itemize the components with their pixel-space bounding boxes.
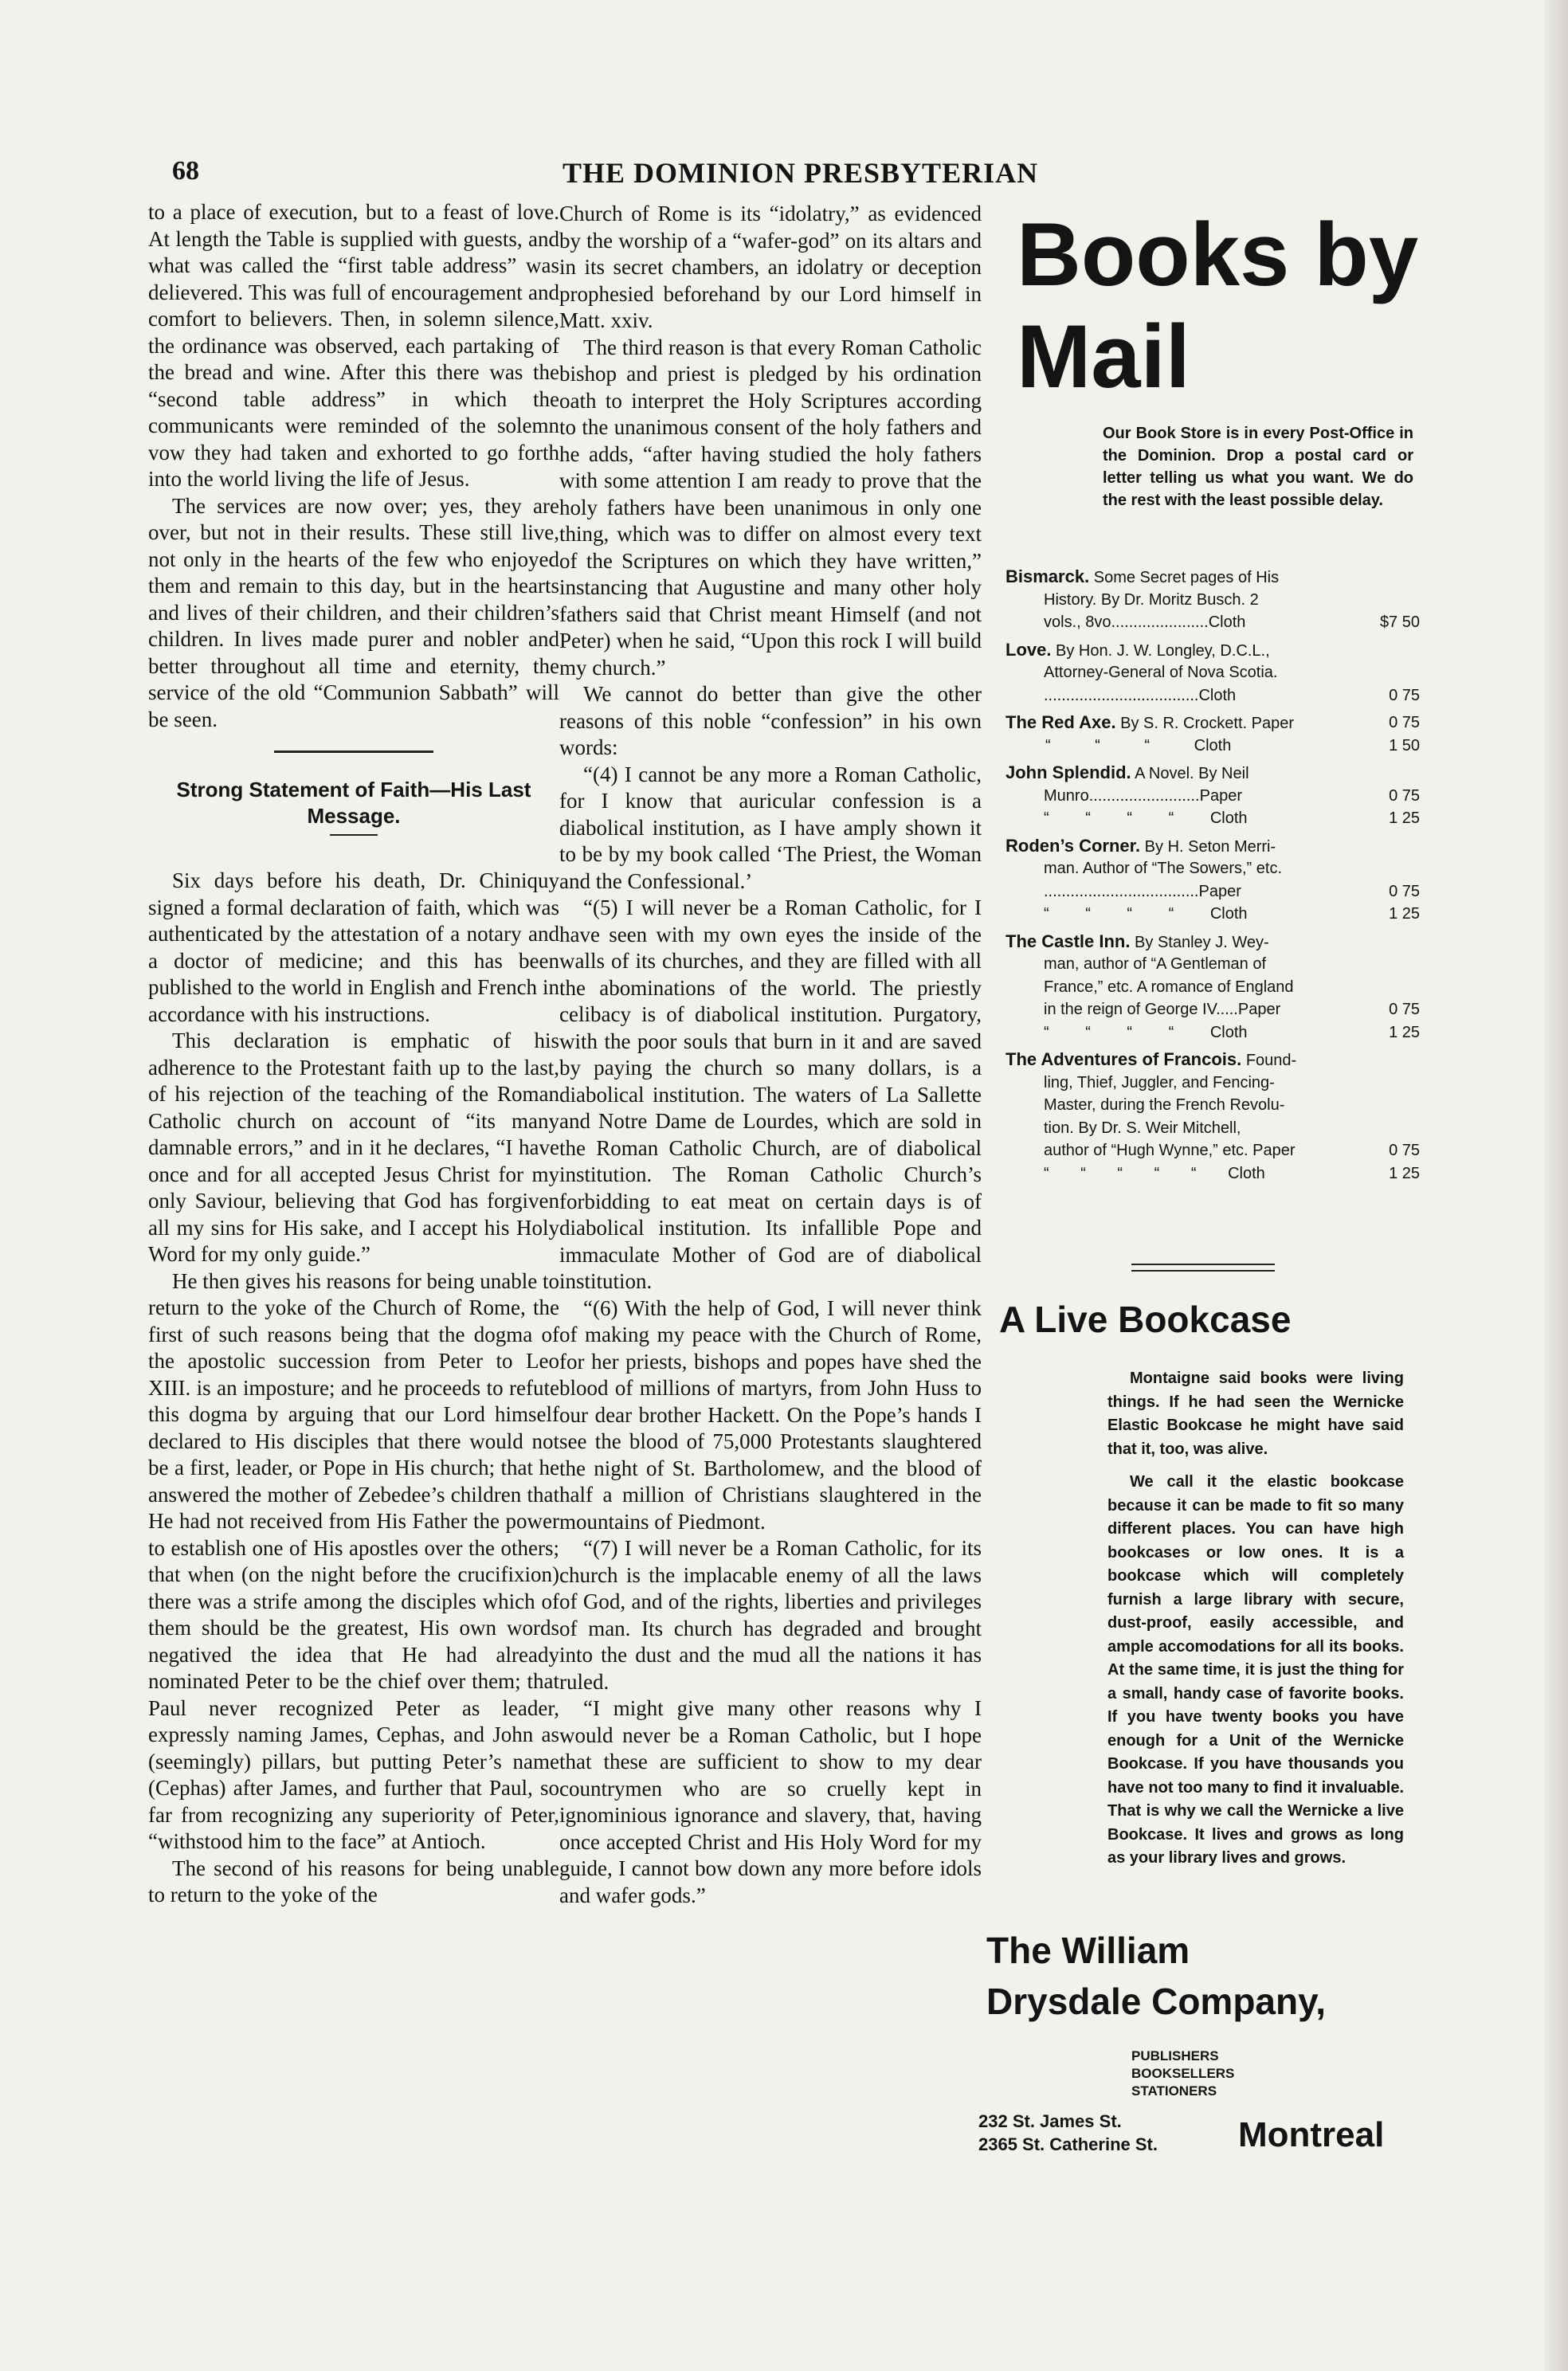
book-desc: ...................................Cloth [1044,686,1237,704]
paragraph: “(7) I will never be a Roman Catholic, for its church is the implacable enemy of all the laws of God, and of the rights, liberties and privileges of man. Its church has degraded and brought into the dust and the mud all the nations it has ruled. [559,1536,982,1694]
book-desc: History. By Dr. Moritz Busch. 2 [1044,590,1259,609]
book-desc: tion. By Dr. S. Weir Mitchell, [1044,1119,1241,1137]
book-price: 1 25 [1389,809,1420,827]
books-title-line-1: Books by [1017,205,1419,304]
book-price: 0 75 [1389,786,1420,805]
page-header [172,156,1039,196]
book-price: 0 75 [1389,686,1420,704]
book-desc: France,” etc. A romance of England [1044,978,1294,996]
paragraph: He then gives his reasons for being unable to return to the yoke of the Church of Rome, the first of such reasons being that the dogma of the apostolic succession from Peter to Leo XIII. is an imposture; and he proceeds to refute this dogma by arguing that our Lord himself declared to His disciples that there would not be a first, leader, or Pope in His church; that he answered the mother of Zebedee’s children that He had not received from His Father the power to establish one of His apostles over the others; that when (on the night before the crucifixion) there was a strife among the disciples which of them should be the greatest, His own words negatived the idea that He had already nominated Peter to be the chief over them; that Paul never recognized Peter as leader, expressly naming James, Cephas, and John as (seemingly) pillars, but putting Peter’s name (Cephas) after James, and further that Paul, so far from recognizing any superiority of Peter, “withstood him to the face” at Antioch. [148,1268,559,1853]
book-price: 1 25 [1389,905,1420,923]
book-entry-adventures-of-francois [1005,1048,1420,1185]
section-heading-line-1: Strong Statement of Faith—His Last [176,778,531,801]
paragraph: “(5) I will never be a Roman Catholic, for I have seen with my own eyes the inside of the walls of its churches, and they are filled with all the abominations of the world. The priestly celibacy is of diabolical institution. Purgatory, with the poor souls that burn in it and are saved by paying the church so many dollars, is a diabolical institution. The waters of La Sallette and Notre Dame de Lourdes, which are sold in the Roman Catholic Church, are of diabolical institution. The Roman Catholic Church’s forbidding to eat meat on certain days is of diabolical institution. Its infallible Pope and immaculate Mother of God are of diabolical institution. [559,895,982,1293]
paragraph: Six days before his death, Dr. Chiniquy signed a formal declaration of faith, which was authenticated by the attestation of a notary and a doctor of medicine; and this has been published to the world in English and French in accordance with his instructions. [148,868,559,1026]
company-addresses [978,2110,1217,2156]
company-name-line-2: Drysdale Company, [986,1981,1327,2022]
book-title: The Castle Inn. [1005,931,1131,951]
running-title: THE DOMINION PRESBYTERIAN [563,157,1039,189]
paragraph: Church of Rome is its “idolatry,” as evidenced by the worship of a “wafer-god” on its altars and in its secret chambers, an idolatry or deception prophesied beforehand by our Lord himself in Matt. xxiv. [559,202,982,332]
book-desc: Attorney-General of Nova Scotia. [1044,664,1278,681]
section-heading [148,777,559,829]
book-entry-castle-inn [1005,931,1420,1044]
book-title: Love. [1005,639,1052,660]
book-title: The Adventures of Francois. [1005,1049,1242,1069]
address-line: 232 St. James St. [978,2111,1122,2131]
book-desc: vols., 8vo......................Cloth [1044,613,1246,631]
paragraph: “(4) I cannot be any more a Roman Catholic, for I know that auricular confession is a diabolical institution, as I have amply shown it to be by my book called ‘The Priest, the Woman and the Confessional.’ [559,762,982,893]
book-price: 0 75 [1389,714,1420,731]
book-desc: “ “ “ “ Cloth [1044,1023,1248,1041]
paragraph: The second of his reasons for being unable to return to the yoke of the [148,1856,559,1907]
live-bookcase-title: A Live Bookcase [999,1299,1292,1340]
book-entry-love [1005,639,1420,707]
book-price: 1 50 [1389,736,1420,754]
book-entry-bismarck [1005,566,1420,634]
book-desc: Some Secret pages of His [1093,569,1280,586]
books-title-line-2: Mail [1017,307,1190,406]
paragraph: The services are now over; yes, they are over, but not in their results. These still live, not only in the hearts of the few who enjoyed them and remain to this day, but in the hearts and lives of their children, and their children’s children. In lives made purer and nobler and better throughout all time and eternity, the service of the old “Communion Sabbath” will be seen. [148,493,559,731]
book-desc: By H. Seton Merri- [1144,837,1276,856]
book-desc: By S. R. Crockett. Paper [1120,715,1294,732]
book-title: Bismarck. [1005,566,1090,586]
book-entry-red-axe [1005,711,1420,757]
paragraph: Montaigne said books were living things. If he had seen the Wernicke Elastic Bookcase he might have said that it, too, was alive. [1107,1370,1404,1458]
book-desc: man. Author of “The Sowers,” etc. [1044,860,1283,877]
section-heading-line-2: Message. [307,804,401,828]
company-name [986,1925,1433,2027]
book-price: 1 25 [1389,1164,1420,1182]
book-price: 0 75 [1389,1001,1420,1018]
paragraph: “I might give many other reasons why I would never be a Roman Catholic, but I hope that these are sufficient to show to my dear countrymen who are so cruelly kept in ignominious ignorance and slavery, that, having once accepted Christ and His Holy Word for my guide, I cannot bow down any more before idols and wafer gods.” [559,1696,982,1907]
book-price: 1 25 [1389,1023,1420,1041]
book-desc: “ “ “ Cloth [1045,736,1232,754]
article-column-2 [559,201,982,1909]
trade-stationers: STATIONERS [1131,2083,1217,2099]
paragraph: We call it the elastic bookcase because it can be made to fit so many different places. You can have high bookcases or low ones. It is a bookcase which will completely furnish a large library with secure, dust-proof, easily accessible, and ample accomodations for all its books. At the same time, it is just the thing for a small, handy case of favorite books. If you have twenty books you have enough for a Unit of the Wernicke Bookcase. If you have thousands you have not too many to find it invaluable. That is why we call the Wernicke a live Bookcase. It lives and grows as long as your library lives and grows. [1107,1473,1404,1867]
book-desc: “ “ “ “ “ Cloth [1044,1164,1265,1182]
paragraph: The third reason is that every Roman Catholic bishop and priest is pledged by his ordination oath to interpret the Holy Scriptures according to the unanimous consent of the holy fathers and he adds, “after having studied the holy fathers with some attention I am ready to prove that the holy fathers have been unanimous in only one thing, which was to differ on almost every text of the Scriptures on which they have written,” instancing that Augustine and many other holy fathers said that Christ meant Himself (and not Peter) when he said, “Upon this rock I will build my church.” [559,335,982,680]
company-trades [1131,2048,1243,2100]
section-divider [274,750,433,753]
ad-divider [1131,1264,1275,1272]
trade-booksellers: BOOKSELLERS [1131,2066,1235,2081]
book-desc: “ “ “ “ Cloth [1044,905,1248,923]
book-price: 0 75 [1389,1142,1420,1159]
heading-underline [330,834,378,836]
paragraph: This declaration is emphatic of his adherence to the Protestant faith up to the last, of his rejection of the teaching of the Roman Catholic church on account of “its many damnable errors,” and in it he declares, “I have once and for all accepted Jesus Christ for my only Saviour, believing that God has forgiven all my sins for His sake, and I accept his Holy Word for my only guide.” [148,1029,559,1266]
book-desc: By Hon. J. W. Longley, D.C.L., [1056,641,1270,660]
page-edge-shadow [1544,0,1568,2371]
book-title: John Splendid. [1005,762,1131,782]
book-price: $7 50 [1379,613,1420,631]
live-bookcase-text [1107,1367,1404,1880]
book-list [1005,566,1420,1189]
book-desc: Found- [1245,1052,1297,1069]
address-line: 2365 St. Catherine St. [978,2134,1158,2154]
paragraph: to a place of execution, but to a feast of love. At length the Table is supplied with guests, and what was called the “first table address” was delievered. This was full of encouragement and comfort to believers. Then, in solemn silence, the ordinance was observed, each partaking of the bread and wine. After this there was the “second table address” in which the communicants were reminded of the solemn vow they had taken and exhorted to go forth into the world living the life of Jesus. [148,200,559,491]
books-by-mail-title [1017,204,1463,408]
book-price: 0 75 [1389,882,1420,900]
book-desc: ...................................Paper [1044,882,1241,900]
book-desc: By Stanley J. Wey- [1135,933,1269,951]
book-title: Roden’s Corner. [1005,835,1141,856]
book-desc: ling, Thief, Juggler, and Fencing- [1044,1073,1275,1091]
book-desc: author of “Hugh Wynne,” etc. Paper [1044,1142,1296,1159]
book-desc: man, author of “A Gentleman of [1044,955,1267,973]
books-intro: Our Book Store is in every Post-Office in the Dominion. Drop a postal card or letter telling us what you want. We do the rest with the least possible delay. [1103,425,1413,509]
book-title: The Red Axe. [1005,712,1116,732]
trade-publishers: PUBLISHERS [1131,2048,1219,2063]
article-column-1 [148,199,559,1909]
book-entry-john-splendid [1005,762,1420,830]
book-desc: A Novel. By Neil [1135,765,1249,782]
page-number: 68 [172,156,199,186]
company-name-line-1: The William [986,1930,1190,1971]
paragraph: We cannot do better than give the other reasons of this noble “confession” in his own words: [559,682,982,759]
book-entry-rodens-corner [1005,835,1420,926]
book-desc: Munro.........................Paper [1044,786,1242,805]
paragraph: “(6) With the help of God, I will never think of making my peace with the Church of Rome, for her priests, bishops and popes have shed the blood of millions of martyrs, from John Huss to our dear brother Hackett. On the Pope’s hands I see the blood of 75,000 Protestants slaughtered the night of St. Bartholomew, and the blood of half a million of Christians slaughtered in the mountains of Piedmont. [559,1295,982,1534]
book-desc: in the reign of George IV.....Paper [1044,1001,1281,1018]
book-desc: Master, during the French Revolu- [1044,1096,1285,1114]
company-city: Montreal [1238,2115,1385,2154]
book-desc: “ “ “ “ Cloth [1044,809,1248,827]
